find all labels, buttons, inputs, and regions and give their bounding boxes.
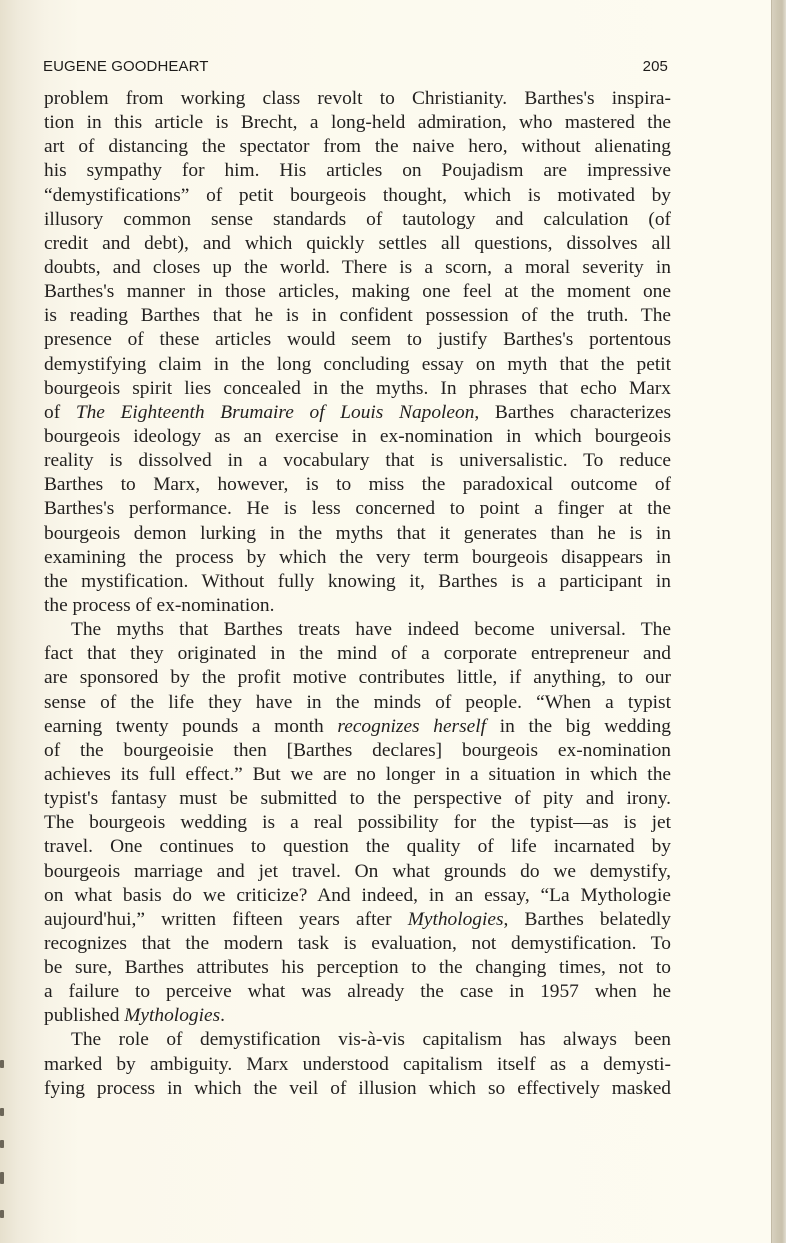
paragraph bbox=[44, 618, 671, 1028]
italic-title: Mythologies bbox=[407, 908, 504, 930]
text-line: art of distancing the spectator from the naive hero, without alienating bbox=[44, 136, 671, 158]
text-line: fact that they originated in the mind of a corporate entrepreneur and bbox=[44, 643, 671, 665]
body-text bbox=[44, 87, 671, 1101]
text-line: earning twenty pounds a month recognizes herself in the big wedding bbox=[44, 715, 671, 737]
text-line: “demystifications” of petit bourgeois thought, which is motivated by bbox=[44, 184, 671, 206]
italic-title: The Eighteenth Brumaire of Louis Napoleon bbox=[75, 401, 475, 423]
page-edge-shadow bbox=[771, 0, 786, 1243]
text-line: The myths that Barthes treats have indeed become universal. The bbox=[71, 619, 671, 641]
text-line: on what basis do we criticize? And indeed, in an essay, “La Mythologie bbox=[44, 884, 671, 906]
text-line: bourgeois demon lurking in the myths that it generates than he is in bbox=[44, 522, 671, 544]
text-line: presence of these articles would seem to justify Barthes's portentous bbox=[44, 329, 671, 351]
text-line: The bourgeois wedding is a real possibility for the typist—as is jet bbox=[44, 812, 671, 834]
text-line: credit and debt), and which quickly settles all questions, dissolves all bbox=[44, 232, 671, 254]
text-line: the process of ex-nomination. bbox=[44, 594, 275, 616]
text-line: is reading Barthes that he is in confident possession of the truth. The bbox=[44, 305, 671, 327]
text-line: Barthes's performance. He is less concerned to point a finger at the bbox=[44, 498, 671, 520]
text-line: bourgeois marriage and jet travel. On what grounds do we demystify, bbox=[44, 860, 671, 882]
italic-title: Mythologies bbox=[124, 1005, 221, 1027]
text-line: typist's fantasy must be submitted to the perspective of pity and irony. bbox=[44, 788, 671, 810]
text-line: examining the process by which the very term bourgeois disappears in bbox=[44, 546, 671, 568]
text-line: travel. One continues to question the quality of life incarnated by bbox=[44, 836, 671, 858]
italic-title: recognizes herself bbox=[337, 715, 487, 737]
text-line: are sponsored by the profit motive contributes little, if anything, to our bbox=[44, 667, 671, 689]
text-line: sense of the life they have in the minds of people. “When a typist bbox=[44, 691, 671, 713]
text-line: a failure to perceive what was already the case in 1957 when he bbox=[44, 981, 671, 1003]
running-head bbox=[43, 58, 668, 78]
text-line: The role of demystification vis-à-vis capitalism has always been bbox=[71, 1029, 671, 1051]
text-line: fying process in which the veil of illusion which so effectively masked bbox=[44, 1077, 671, 1099]
text-line: recognizes that the modern task is evaluation, not demystification. To bbox=[44, 932, 671, 954]
text-line: achieves its full effect.” But we are no longer in a situation in which the bbox=[44, 763, 671, 785]
text-line: Barthes's manner in those articles, making one feel at the moment one bbox=[44, 281, 671, 303]
text-line: the mystification. Without fully knowing it, Barthes is a participant in bbox=[44, 570, 671, 592]
text-line: problem from working class revolt to Christianity. Barthes's inspira- bbox=[44, 88, 671, 109]
text-line: bourgeois ideology as an exercise in ex-nomination in which bourgeois bbox=[44, 425, 671, 447]
text-line: bourgeois spirit lies concealed in the myths. In phrases that echo Marx bbox=[44, 377, 671, 399]
running-head-author: EUGENE GOODHEART bbox=[43, 58, 209, 75]
text-line: reality is dissolved in a vocabulary that is universalistic. To reduce bbox=[44, 450, 671, 472]
text-line: of The Eighteenth Brumaire of Louis Napoleon, Barthes characterizes bbox=[44, 401, 671, 423]
paragraph bbox=[44, 87, 671, 618]
binding-marks bbox=[0, 1060, 6, 1240]
text-line: marked by ambiguity. Marx understood capitalism itself as a demysti- bbox=[44, 1053, 671, 1075]
text-line: doubts, and closes up the world. There is a scorn, a moral severity in bbox=[44, 256, 671, 278]
text-line: his sympathy for him. His articles on Poujadism are impressive bbox=[44, 160, 671, 182]
text-line: tion in this article is Brecht, a long-held admiration, who mastered the bbox=[44, 112, 671, 134]
text-line: aujourd'hui,” written fifteen years after Mythologies, Barthes belatedly bbox=[44, 908, 672, 930]
text-line: be sure, Barthes attributes his perception to the changing times, not to bbox=[44, 957, 671, 979]
text-line: demystifying claim in the long concluding essay on myth that the petit bbox=[44, 353, 671, 375]
page-number: 205 bbox=[642, 58, 668, 75]
paragraph bbox=[44, 1028, 671, 1100]
text-line: published Mythologies. bbox=[44, 1005, 225, 1027]
text-line: Barthes to Marx, however, is to miss the paradoxical outcome of bbox=[44, 474, 671, 496]
text-line: of the bourgeoisie then [Barthes declares] bourgeois ex-nomination bbox=[44, 739, 671, 761]
text-line: illusory common sense standards of tautology and calculation (of bbox=[44, 208, 671, 230]
